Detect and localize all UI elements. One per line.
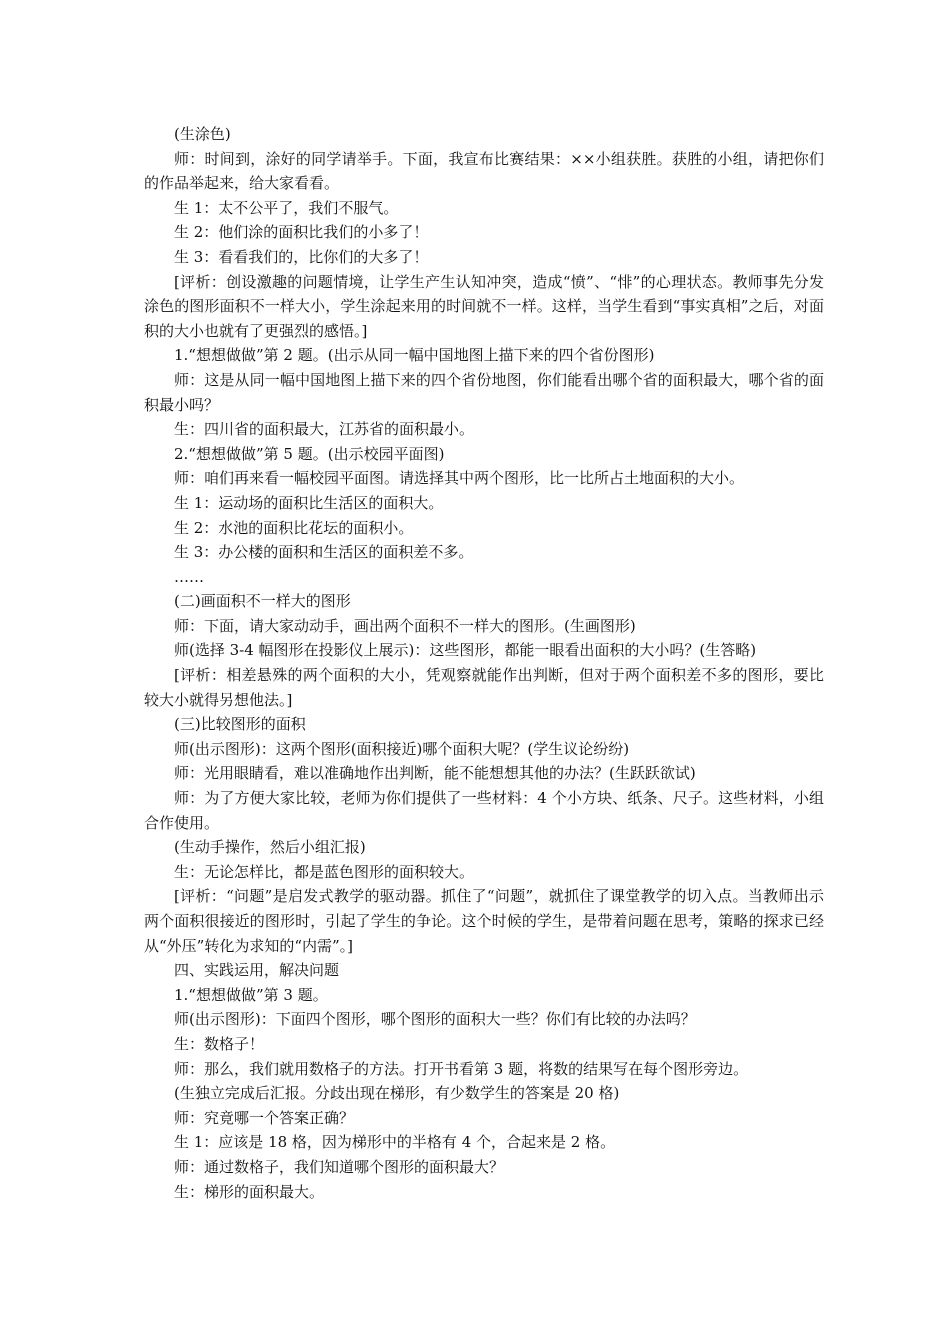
paragraph-exercise-2: 1.“想想做做”第 2 题。(出示从同一幅中国地图上描下来的四个省份图形) xyxy=(174,346,655,365)
paragraph-teacher-other-methods: 师：光用眼睛看，难以准确地作出判断，能不能想想其他的办法？(生跃跃欲试) xyxy=(174,764,696,783)
paragraph-teacher-largest: 师：通过数格子，我们知道哪个图形的面积最大？ xyxy=(174,1157,505,1176)
paragraph-student-report: (生独立完成后汇报。分歧出现在梯形，有少数学生的答案是 20 格) xyxy=(174,1084,620,1103)
paragraph-student-hands-on: (生动手操作，然后小组汇报) xyxy=(174,838,366,857)
section-heading-draw-shapes: (二)画面积不一样大的图形 xyxy=(174,592,351,611)
paragraph-student-blue-larger: 生：无论怎样比，都是蓝色图形的面积较大。 xyxy=(174,862,475,881)
paragraph-teacher-which-correct: 师：究竟哪一个答案正确？ xyxy=(174,1108,355,1127)
section-heading-compare-area: (三)比较图形的面积 xyxy=(174,715,306,734)
section-heading-practice: 四、实践运用，解决问题 xyxy=(174,961,340,980)
paragraph-teacher-map: 师：这是从同一幅中国地图上描下来的四个省份地图，你们能看出哪个省的面积最大，哪个省的面积最小吗？ xyxy=(144,370,824,414)
paragraph-ellipsis: …… xyxy=(174,567,204,586)
paragraph-teacher-results: 师：时间到，涂好的同学请举手。下面，我宣布比赛结果：××小组获胜。获胜的小组，请把你们的作品举起来，给大家看看。 xyxy=(144,149,824,193)
paragraph-teacher-materials: 师：为了方便大家比较，老师为你们提供了一些材料：4 个小方块、纸条、尺子。这些材料，小组合作使用。 xyxy=(144,789,824,832)
paragraph-exercise-3: 1.“想想做做”第 3 题。 xyxy=(174,985,328,1004)
paragraph-student-3-office: 生 3：办公楼的面积和生活区的面积差不多。 xyxy=(174,543,474,562)
paragraph-teacher-open-book: 师：那么，我们就用数格子的方法。打开书看第 3 题，将数的结果写在每个图形旁边。 xyxy=(174,1059,749,1078)
paragraph-student-2-pool: 生 2：水池的面积比花坛的面积小。 xyxy=(174,518,414,537)
paragraph-teacher-campus: 师：咱们再来看一幅校园平面图。请选择其中两个图形，比一比所占土地面积的大小。 xyxy=(174,469,745,488)
paragraph-student-1-18-squares: 生 1：应该是 18 格，因为梯形中的半格有 4 个，合起来是 2 格。 xyxy=(174,1133,616,1152)
document-page xyxy=(144,122,824,1204)
paragraph-student-trapezoid: 生：梯形的面积最大。 xyxy=(174,1182,325,1201)
paragraph-teacher-show-shapes: 师(出示图形)：这两个图形(面积接近)哪个面积大呢？(学生议论纷纷) xyxy=(174,739,630,758)
paragraph-commentary-2: [评析：相差悬殊的两个面积的大小，凭观察就能作出判断，但对于两个面积差不多的图形，要比较大小就得另想他法。] xyxy=(144,666,824,709)
paragraph-commentary-1: [评析：创设激趣的问题情境，让学生产生认知冲突，造成“愤”、“悱”的心理状态。教师事先分发涂色的图形面积不一样大小，学生涂起来用的时间就不一样。这样，当学生看到“事实真相”之后，对面积的大小也就有了更强烈的感悟。] xyxy=(144,272,824,340)
paragraph-teacher-four-shapes: 师(出示图形)：下面四个图形，哪个图形的面积大一些？你们有比较的办法吗？ xyxy=(174,1010,696,1029)
paragraph-teacher-draw: 师：下面，请大家动动手，画出两个面积不一样大的图形。(生画图形) xyxy=(174,616,636,635)
paragraph-student-1-playground: 生 1：运动场的面积比生活区的面积大。 xyxy=(174,493,444,512)
paragraph-student-3-bigger: 生 3：看看我们的，比你们的大多了！ xyxy=(174,247,429,266)
paragraph-exercise-5: 2.“想想做做”第 5 题。(出示校园平面图) xyxy=(174,444,445,463)
paragraph-student-provinces: 生：四川省的面积最大，江苏省的面积最小。 xyxy=(174,420,475,439)
paragraph-commentary-3: [评析：“问题”是启发式教学的驱动器。抓住了“问题”，就抓住了课堂教学的切入点。当教师出示两个面积很接近的图形时，引起了学生的争论。这个时候的学生，是带着问题在思考，策略的探求已经从“外压”转化为求知的“内需”。] xyxy=(144,887,824,955)
paragraph-student-coloring: (生涂色) xyxy=(174,125,231,143)
paragraph-student-count-squares: 生：数格子！ xyxy=(174,1034,265,1053)
paragraph-student-2-smaller: 生 2：他们涂的面积比我们的小多了！ xyxy=(174,223,429,242)
paragraph-teacher-projector: 师(选择 3-4 幅图形在投影仪上展示)：这些图形，都能一眼看出面积的大小吗？(生答略) xyxy=(174,641,757,660)
paragraph-student-1-unfair: 生 1：太不公平了，我们不服气。 xyxy=(174,198,399,217)
